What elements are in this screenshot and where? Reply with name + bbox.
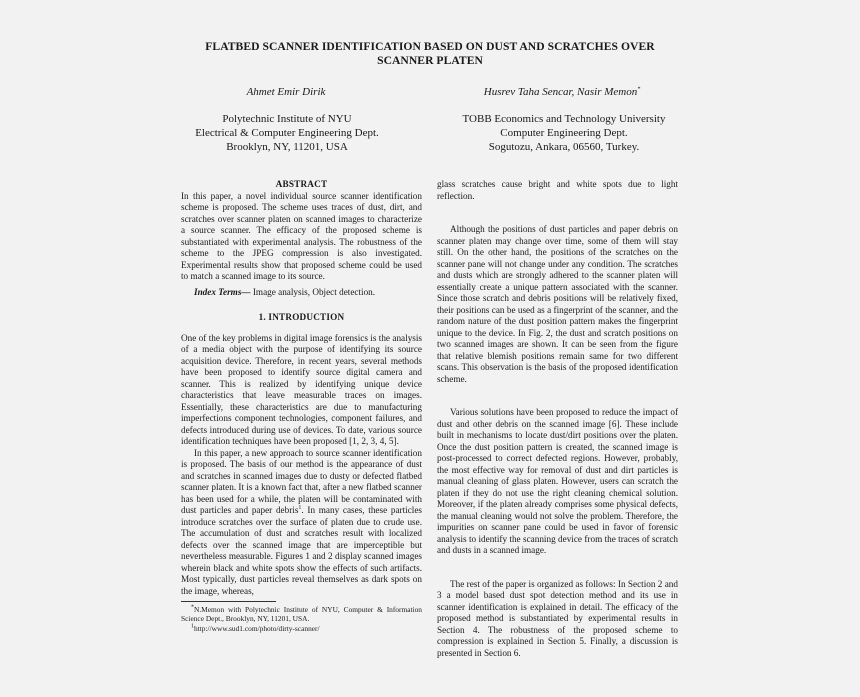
footnote-2-text: http://www.sud1.com/photo/dirty-scanner/: [194, 623, 320, 633]
right-column: [437, 179, 678, 659]
author-footnote-mark: *: [637, 86, 641, 93]
intro-paragraph-3: Although the positions of dust particles and paper debris on scanner platen may change over time, some of them will stay still. On the other hand, the positions of the scratches on the scanner pane will not change under any condition. The scratches and dusts which are strongly adhered to the scanner platen will essentially create a unique pattern associated with the scanner. Since those scratch and debris positions will be relatively fixed, their positions can be used as a fingerprint of the scanner, and the random nature of the dust position pattern makes the fingerprint unique to the device. In Fig. 2, the dust and scratch positions on two scanned images are shown. It can be seen from the figure that relative blemish positions remain same for two different scans. This observation is the basis of the proposed identification scheme.: [437, 224, 678, 384]
left-column: [181, 179, 422, 633]
footnote-ref-1: 1: [298, 504, 302, 511]
title-line-1: FLATBED SCANNER IDENTIFICATION BASED ON DUST AND SCRATCHES OVER: [205, 40, 655, 53]
intro-continuation: glass scratches cause bright and white spots due to light reflection.: [437, 179, 678, 201]
intro-paragraph-1: One of the key problems in digital image forensics is the analysis of a media object with the purpose of identifying its source acquisition device. Therefore, in recent years, several methods have been proposed to identify source digital camera and scanner. This is realized by identifying unique device characteristics that leave measurable traces on images. Essentially, these characteristics are due to manufacturing imperfections component technologies, component failures, and defects introduced during use of devices. To date, various source identification techniques have been proposed [1, 2, 3, 4, 5].: [181, 332, 422, 446]
author-left: [136, 86, 436, 98]
intro-paragraph-2-part-b: . In many cases, these particles introduce scratches over the surface of platen due to crude use. The accumulation of dust and scratches result with localized defects over the scanned image that are imperceptible but nevertheless measurable. Figures 1 and 2 display scanned images wherein black and white spots show the effects of such artifacts. Most typically, dust particles reveal themselves as dark spots on the image, whereas,: [181, 505, 422, 596]
intro-paragraph-2: [181, 448, 422, 598]
affiliation-right-line: Computer Engineering Dept.: [500, 127, 628, 139]
author-left-name: Ahmet Emir Dirik: [246, 86, 326, 98]
intro-paragraph-5: The rest of the paper is organized as follows: In Section 2 and 3 a model based dust spot detection method and its use in scanner identification is explained in detail. The efficacy of the proposed method is substantiated by experimental results in Section 4. The robustness of the proposed scheme to compression is explained in Section 5. Finally, a discussion is presented in Section 6.: [437, 578, 678, 658]
footnote-rule: [181, 601, 276, 602]
intro-paragraph-4: Various solutions have been proposed to reduce the impact of dust and other debris on the scanned image [6]. These include built in mechanisms to locate dust/dirt positions over the platen. Once the dust position pattern is created, the scanned image is post-processed to correct defected regions. However, probably, the most effective way for removal of dust and dirt particles is manual cleaning of glass platen. However, users can scratch the platen if they do not use the right cleaning chemical solution. Moreover, if the platen already comprises some physical defects, the manual cleaning would not solve the problem. Therefore, the impurities on scanner pane could be used in favor of forensic analysis to identify the scanning device from the traces of scratch and dusts in a scanned image.: [437, 407, 678, 555]
index-terms: [181, 287, 422, 299]
intro-paragraph-2-part-a: In this paper, a new approach to source scanner identification is proposed. The basis of our method is the appearance of dust and scratches in scanned images due to dusty or defected flatbed scanner platen. It is a known fact that, after a new flatbed scanner has been used for a while, the platen will be contaminated with dust particles and paper debris: [181, 447, 422, 515]
affiliation-left: [127, 112, 447, 154]
index-terms-label: Index Terms—: [194, 286, 251, 297]
affiliation-right-line: Sogutozu, Ankara, 06560, Turkey.: [488, 141, 640, 153]
paper-title: [0, 40, 860, 68]
intro-heading: 1. INTRODUCTION: [258, 312, 345, 322]
author-right: [412, 86, 712, 98]
footnote-2-mark: 1: [191, 623, 194, 630]
affiliation-left-line: Polytechnic Institute of NYU: [222, 113, 352, 125]
footnote-2: [181, 624, 422, 633]
affiliation-right: [404, 112, 724, 154]
footnote-1-mark: *: [191, 604, 194, 611]
affiliation-left-line: Electrical & Computer Engineering Dept.: [195, 127, 379, 139]
index-terms-text: Image analysis, Object detection.: [250, 286, 376, 297]
abstract-text: In this paper, a novel individual source scanner identification scheme is proposed. The scheme uses traces of dust, dirt, and scratches over scanner platen on scanned images to characterize a source scanner. The efficacy of the proposed scheme is substantiated with experimental analysis. The robustness of the scheme to the JPEG compression is also investigated. Experimental results show that proposed scheme could be used to match a scanned image to its source.: [181, 190, 422, 281]
affiliation-right-line: TOBB Economics and Technology University: [462, 113, 666, 125]
title-line-2: SCANNER PLATEN: [377, 54, 483, 67]
author-right-names: Husrev Taha Sencar, Nasir Memon: [483, 86, 638, 98]
footnote-1: [181, 605, 422, 624]
abstract-heading: ABSTRACT: [275, 179, 328, 189]
affiliation-left-line: Brooklyn, NY, 11201, USA: [226, 141, 348, 153]
footnote-1-text: N.Memon with Polytechnic Institute of NYU, Computer & Information Science Dept., Brooklyn, NY, 11201, USA.: [181, 605, 422, 624]
